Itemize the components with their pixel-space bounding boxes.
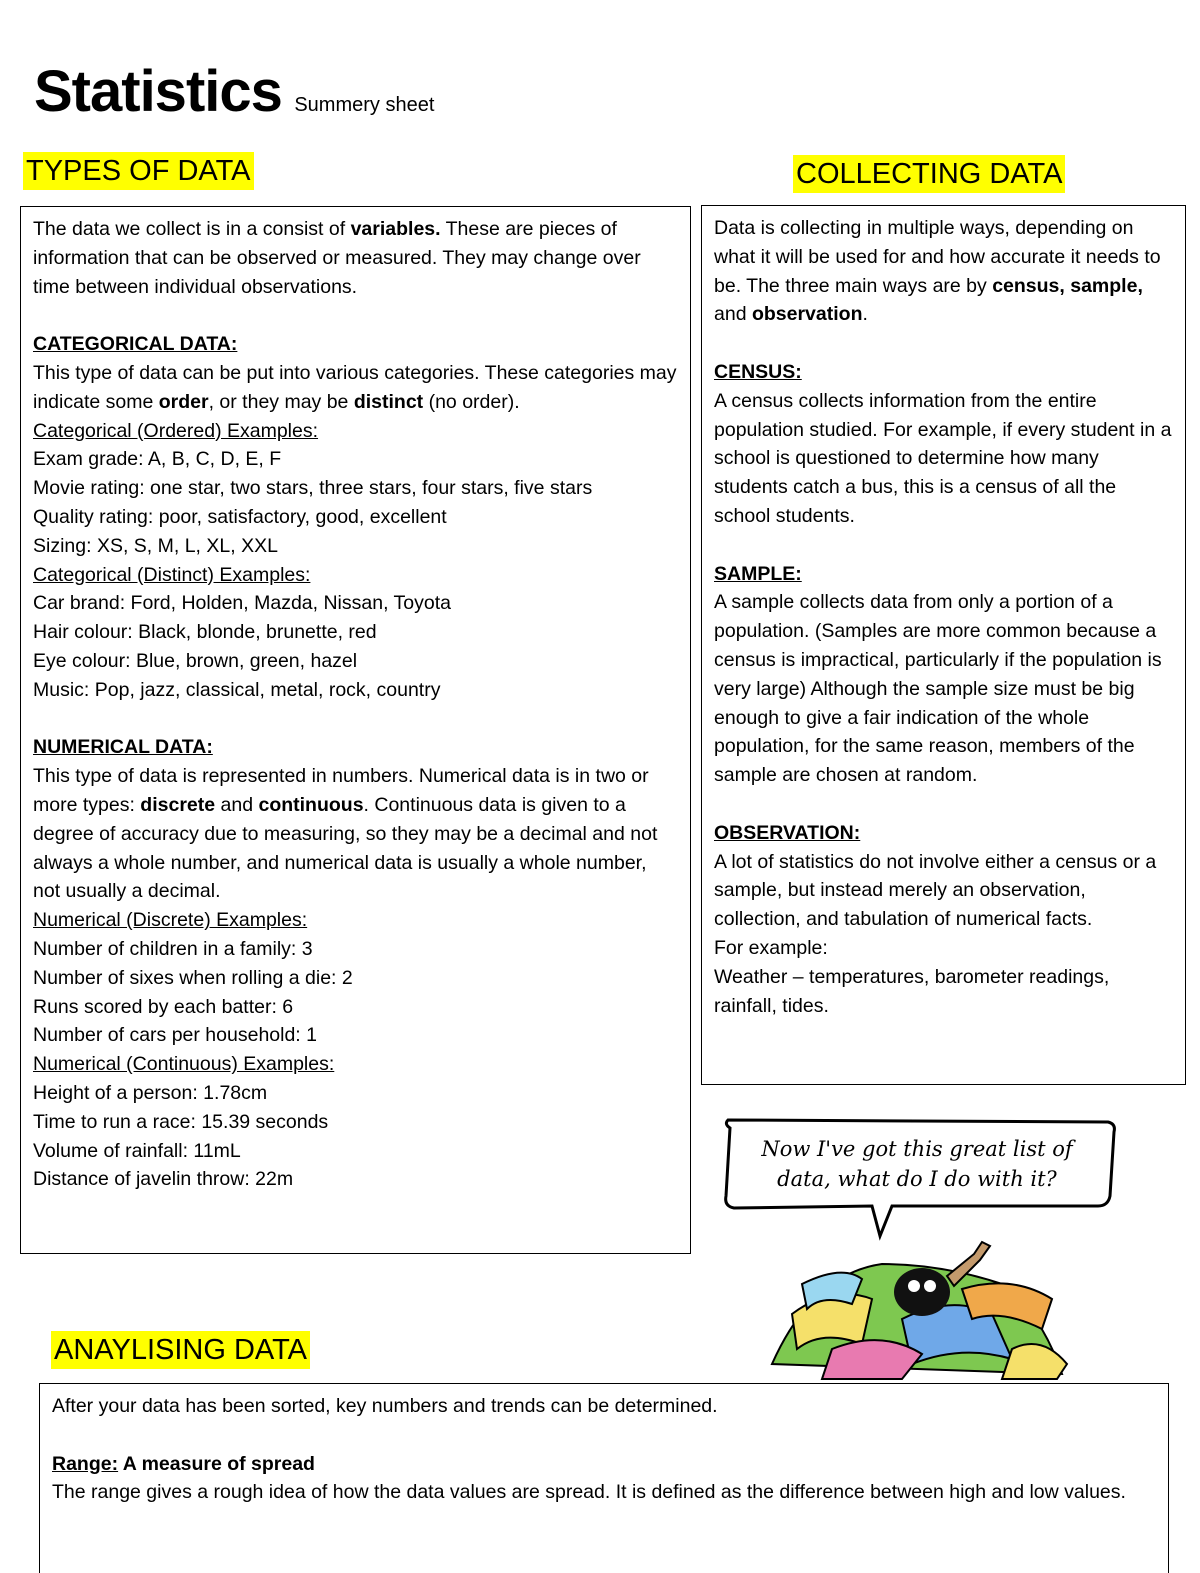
observation-text: A lot of statistics do not involve either a census or a sample, but instead merely an observation, collection, and tabulation of numerical facts.	[714, 850, 1157, 931]
analysing-box	[39, 1383, 1169, 1573]
num-bold-discrete: discrete	[140, 793, 216, 816]
speech-line-1: Now I've got this great list of	[761, 1137, 1073, 1161]
collect-text-c: and	[714, 303, 752, 326]
person-head-icon	[894, 1268, 950, 1316]
range-text: The range gives a rough idea of how the data values are spread. It is defined as the difference between high and low values.	[52, 1481, 1126, 1504]
page-subtitle: Summery sheet	[294, 94, 435, 116]
cartoon-illustration	[712, 1114, 1122, 1384]
range-label: Range:	[52, 1452, 119, 1475]
categorical-desc	[33, 359, 678, 417]
cat-text-e: (no order).	[423, 390, 520, 413]
ordered-item: Quality rating: poor, satisfactory, good, excellent	[33, 505, 447, 528]
census-text: A census collects information from the entire population studied. For example, if every student in a school is questioned to determine how many students catch a bus, this is a census of all the school students.	[714, 389, 1172, 527]
continuous-item: Volume of rainfall: 11mL	[33, 1139, 241, 1162]
types-intro-bold: variables.	[350, 218, 441, 240]
paper-pile	[772, 1242, 1067, 1379]
document-header	[34, 58, 434, 125]
collecting-heading: COLLECTING DATA	[793, 155, 1065, 193]
num-bold-continuous: continuous	[258, 793, 364, 816]
types-intro-text: The data we collect is in a consist of	[33, 218, 351, 240]
ordered-item: Sizing: XS, S, M, L, XL, XXL	[33, 534, 278, 557]
ordered-heading: Categorical (Ordered) Examples:	[33, 419, 319, 442]
ordered-item: Movie rating: one star, two stars, three stars, four stars, five stars	[33, 477, 593, 500]
numerical-heading: NUMERICAL DATA:	[33, 736, 213, 759]
observation-heading: OBSERVATION:	[714, 821, 861, 844]
range-heading	[52, 1450, 1156, 1479]
distinct-item: Music: Pop, jazz, classical, metal, rock, country	[33, 678, 441, 701]
discrete-item: Number of sixes when rolling a die: 2	[33, 966, 353, 989]
discrete-item: Number of cars per household: 1	[33, 1024, 317, 1047]
analysing-heading: ANAYLISING DATA	[51, 1331, 310, 1369]
discrete-item: Runs scored by each batter: 6	[33, 995, 294, 1018]
discrete-item: Number of children in a family: 3	[33, 937, 313, 960]
continuous-item: Time to run a race: 15.39 seconds	[33, 1110, 329, 1133]
analysing-intro: After your data has been sorted, key numbers and trends can be determined.	[52, 1395, 718, 1417]
continuous-heading: Numerical (Continuous) Examples:	[33, 1053, 335, 1076]
collect-text-a: Data is collecting in multiple ways, depending on what it will be used for and how accurate it needs to be. The three main ways are by	[714, 217, 1161, 297]
collect-bold-census-sample: census, sample,	[992, 274, 1143, 297]
collecting-intro	[714, 214, 1173, 329]
distinct-heading: Categorical (Distinct) Examples:	[33, 563, 311, 586]
numerical-desc	[33, 762, 678, 906]
distinct-item: Hair colour: Black, blonde, brunette, red	[33, 621, 377, 644]
cat-text-c: , or they may be	[208, 390, 354, 413]
num-text-e: . Continuous data is given to a degree of accuracy due to measuring, so they may be a decimal and not always a whole number, and numerical data is usually a whole number, not usually a decimal.	[33, 793, 658, 903]
observation-example-label: For example:	[714, 936, 828, 959]
collect-text-e: .	[862, 303, 868, 326]
page-title: Statistics	[34, 59, 282, 124]
types-heading: TYPES OF DATA	[23, 152, 254, 190]
types-box	[20, 206, 691, 1254]
cat-text-a: This type of data can be put into various categories. These categories may indicate some	[33, 361, 677, 413]
discrete-heading: Numerical (Discrete) Examples:	[33, 909, 308, 932]
types-intro	[33, 215, 678, 301]
census-heading: CENSUS:	[714, 360, 802, 383]
continuous-item: Distance of javelin throw: 22m	[33, 1168, 294, 1191]
continuous-item: Height of a person: 1.78cm	[33, 1081, 268, 1104]
cat-bold-distinct: distinct	[353, 390, 424, 413]
num-text-c: and	[215, 793, 259, 816]
collect-bold-observation: observation	[751, 303, 863, 326]
sample-heading: SAMPLE:	[714, 562, 802, 585]
num-text-a: This type of data is represented in numbers. Numerical data is in two or more types:	[33, 765, 649, 816]
ordered-item: Exam grade: A, B, C, D, E, F	[33, 448, 282, 471]
distinct-item: Car brand: Ford, Holden, Mazda, Nissan, Toyota	[33, 592, 452, 615]
categorical-heading: CATEGORICAL DATA:	[33, 333, 238, 356]
speech-line-2: data, what do I do with it?	[777, 1167, 1057, 1191]
range-subtitle: A measure of spread	[118, 1452, 315, 1475]
types-intro-rest: These are pieces of information that can be observed or measured. They may change over time between individual observations.	[33, 218, 641, 298]
collecting-box	[701, 205, 1186, 1085]
observation-weather: Weather – temperatures, barometer readings, rainfall, tides.	[714, 965, 1110, 1017]
sample-text: A sample collects data from only a portion of a population. (Samples are more common because a census is impractical, particularly if the population is very large) Although the sample size must be big enough to give a fair indication of the whole population, for the same reason, members of the sample are chosen at random.	[714, 591, 1162, 787]
cat-bold-order: order	[158, 390, 209, 413]
distinct-item: Eye colour: Blue, brown, green, hazel	[33, 649, 358, 672]
